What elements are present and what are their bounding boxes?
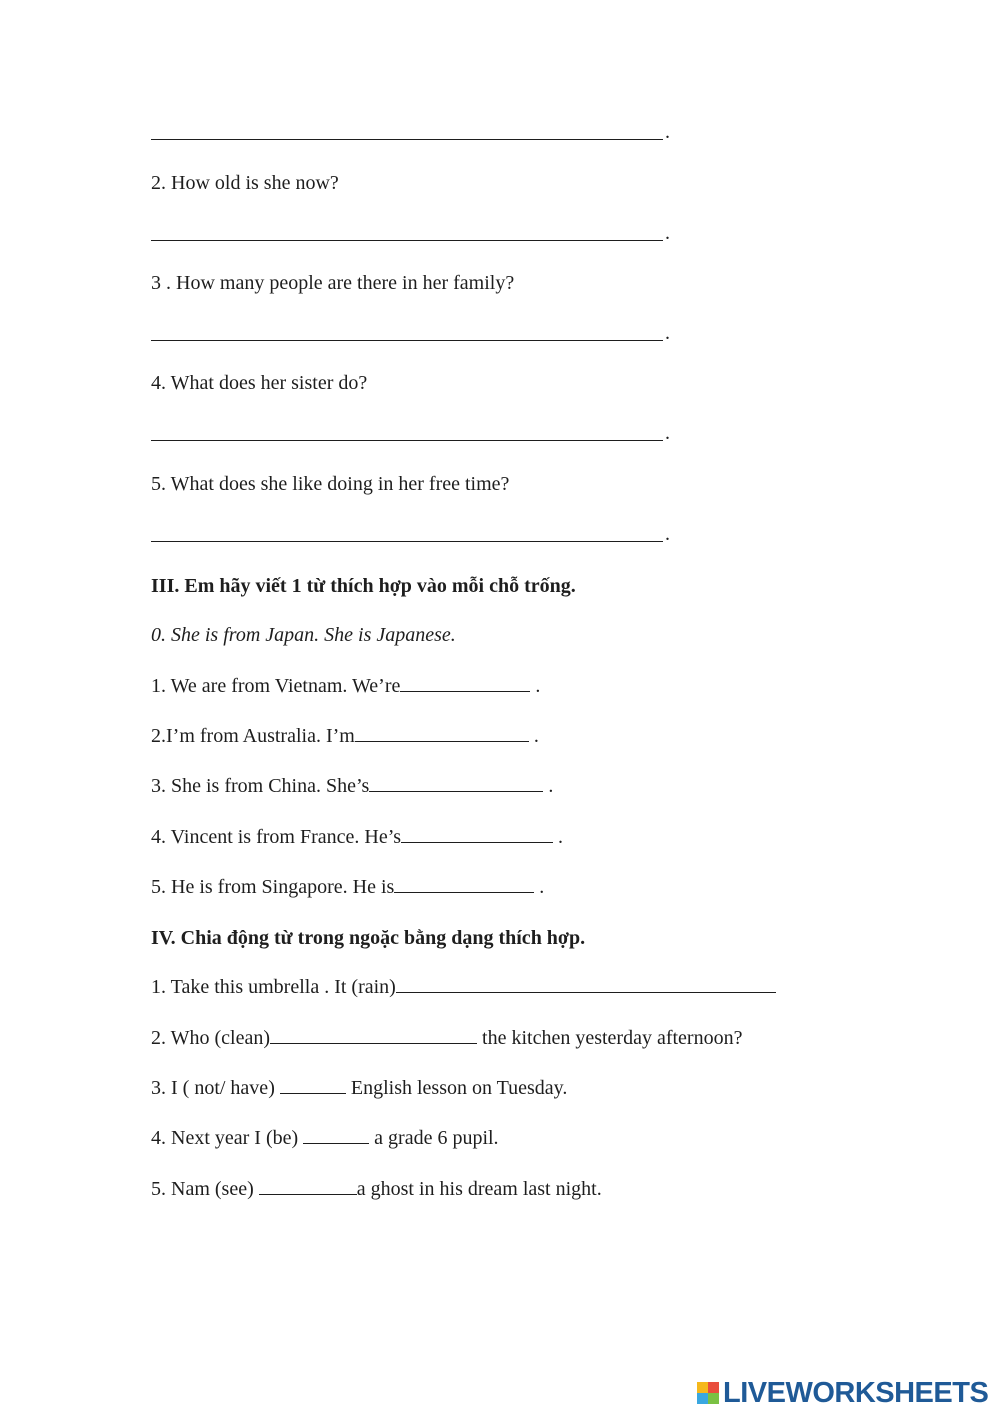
fill-blank[interactable] <box>401 824 553 843</box>
question-5: 5. What does she like doing in her free time? <box>151 473 510 495</box>
section-3-item-3 <box>151 773 553 798</box>
item-end: . <box>528 725 539 747</box>
question-3: 3 . How many people are there in her family? <box>151 272 515 294</box>
answer-line-3[interactable] <box>151 321 670 345</box>
item-after: the kitchen yesterday afternoon? <box>477 1027 743 1049</box>
answer-line-2[interactable] <box>151 221 670 245</box>
item-text: 2.I’m from Australia. I’m <box>151 725 355 747</box>
answer-rule <box>151 541 663 542</box>
fill-blank[interactable] <box>369 773 543 792</box>
logo-text: LIVEWORKSHEETS <box>723 1376 989 1409</box>
answer-dot: . <box>665 523 670 545</box>
answer-rule <box>151 139 663 140</box>
item-text: 5. He is from Singapore. He is <box>151 876 395 898</box>
fill-blank[interactable] <box>400 673 530 692</box>
fill-blank[interactable] <box>259 1176 357 1195</box>
logo-blocks-icon <box>697 1382 719 1404</box>
section-4-item-4 <box>151 1125 499 1150</box>
answer-line-1[interactable] <box>151 120 670 144</box>
section-4-item-1 <box>151 974 776 999</box>
fill-blank[interactable] <box>270 1025 477 1044</box>
answer-dot: . <box>665 121 670 143</box>
item-text: 3. She is from China. She’s <box>151 775 370 797</box>
section-3-heading: III. Em hãy viết 1 từ thích hợp vào mỗi chỗ trống. <box>151 575 576 597</box>
item-before: 3. I ( not/ have) <box>151 1077 280 1099</box>
item-before: 2. Who (clean) <box>151 1027 271 1049</box>
item-end: . <box>543 775 554 797</box>
section-4-item-2 <box>151 1025 742 1050</box>
fill-blank[interactable] <box>396 974 776 993</box>
answer-rule <box>151 240 663 241</box>
question-4: 4. What does her sister do? <box>151 372 368 394</box>
fill-blank[interactable] <box>280 1075 346 1094</box>
answer-dot: . <box>665 422 670 444</box>
section-4-item-3 <box>151 1075 567 1100</box>
section-4-item-5 <box>151 1176 602 1201</box>
fill-blank[interactable] <box>355 723 529 742</box>
answer-rule <box>151 440 663 441</box>
liveworksheets-logo[interactable] <box>697 1377 988 1409</box>
section-3-item-5 <box>151 874 544 899</box>
fill-blank[interactable] <box>303 1125 369 1144</box>
item-before: 1. Take this umbrella . It (rain) <box>151 976 396 998</box>
item-end: . <box>553 826 564 848</box>
section-3-item-1 <box>151 673 540 698</box>
section-3-item-4 <box>151 824 563 849</box>
item-end: . <box>534 876 545 898</box>
section-4-heading: IV. Chia động từ trong ngoặc bằng dạng thích hợp. <box>151 927 586 949</box>
item-before: 5. Nam (see) <box>151 1178 259 1200</box>
fill-blank[interactable] <box>394 874 534 893</box>
answer-dot: . <box>665 222 670 244</box>
item-after: a ghost in his dream last night. <box>356 1178 602 1200</box>
item-text: 4. Vincent is from France. He’s <box>151 826 402 848</box>
section-3-item-2 <box>151 723 539 748</box>
answer-line-4[interactable] <box>151 421 670 445</box>
question-2: 2. How old is she now? <box>151 172 339 194</box>
item-after: English lesson on Tuesday. <box>345 1077 568 1099</box>
item-text: 1. We are from Vietnam. We’re <box>151 675 401 697</box>
item-end: . <box>530 675 541 697</box>
item-before: 4. Next year I (be) <box>151 1127 304 1149</box>
answer-rule <box>151 340 663 341</box>
section-3-example: 0. She is from Japan. She is Japanese. <box>151 624 456 646</box>
item-after: a grade 6 pupil. <box>369 1127 499 1149</box>
answer-dot: . <box>665 322 670 344</box>
answer-line-5[interactable] <box>151 522 670 546</box>
